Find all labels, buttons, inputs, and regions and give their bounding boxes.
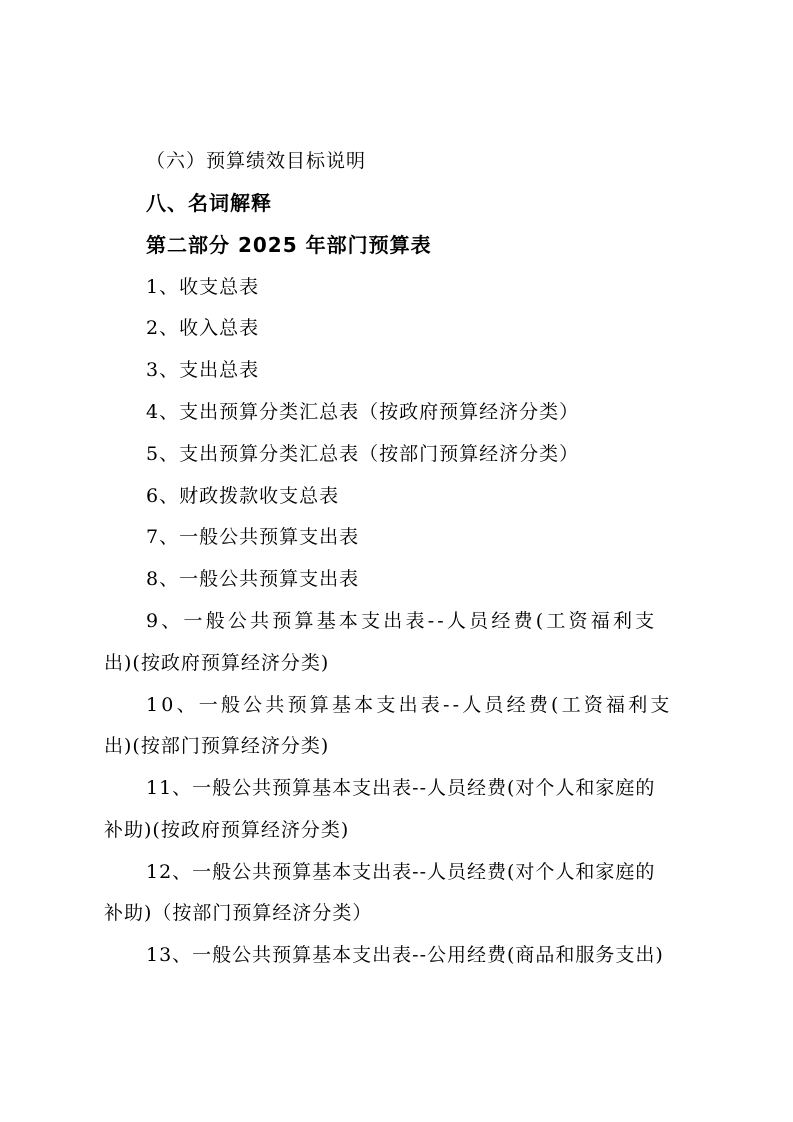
section-6-heading: （六）预算绩效目标说明 <box>146 150 367 172</box>
list-item-1: 1、收支总表 <box>146 276 260 298</box>
list-item-11-line-1: 11、一般公共预算基本支出表--人员经费(对个人和家庭的 <box>146 777 656 799</box>
list-item-6: 6、财政拨款收支总表 <box>146 485 340 507</box>
list-item-5: 5、支出预算分类汇总表（按部门预算经济分类） <box>146 443 580 465</box>
list-item-10-line-2: 出)(按部门预算经济分类) <box>104 735 330 757</box>
list-item-2: 2、收入总表 <box>146 317 260 339</box>
list-item-11-line-2: 补助)(按政府预算经济分类) <box>104 819 350 841</box>
part-2-heading: 第二部分 2025 年部门预算表 <box>146 233 432 257</box>
list-item-8: 8、一般公共预算支出表 <box>146 568 360 590</box>
list-item-12-line-2: 补助)（按部门预算经济分类） <box>104 902 373 924</box>
section-8-heading: 八、名词解释 <box>146 191 272 215</box>
list-item-9-line-2: 出)(按政府预算经济分类) <box>104 652 330 674</box>
list-item-3: 3、支出总表 <box>146 359 260 381</box>
list-item-9-line-1: 9、一般公共预算基本支出表--人员经费(工资福利支 <box>146 610 658 632</box>
list-item-4: 4、支出预算分类汇总表（按政府预算经济分类） <box>146 401 580 423</box>
list-item-10-line-1: 10、一般公共预算基本支出表--人员经费(工资福利支 <box>146 694 673 716</box>
list-item-12-line-1: 12、一般公共预算基本支出表--人员经费(对个人和家庭的 <box>146 861 656 883</box>
list-item-13: 13、一般公共预算基本支出表--公用经费(商品和服务支出) <box>146 944 664 966</box>
list-item-7: 7、一般公共预算支出表 <box>146 526 360 548</box>
